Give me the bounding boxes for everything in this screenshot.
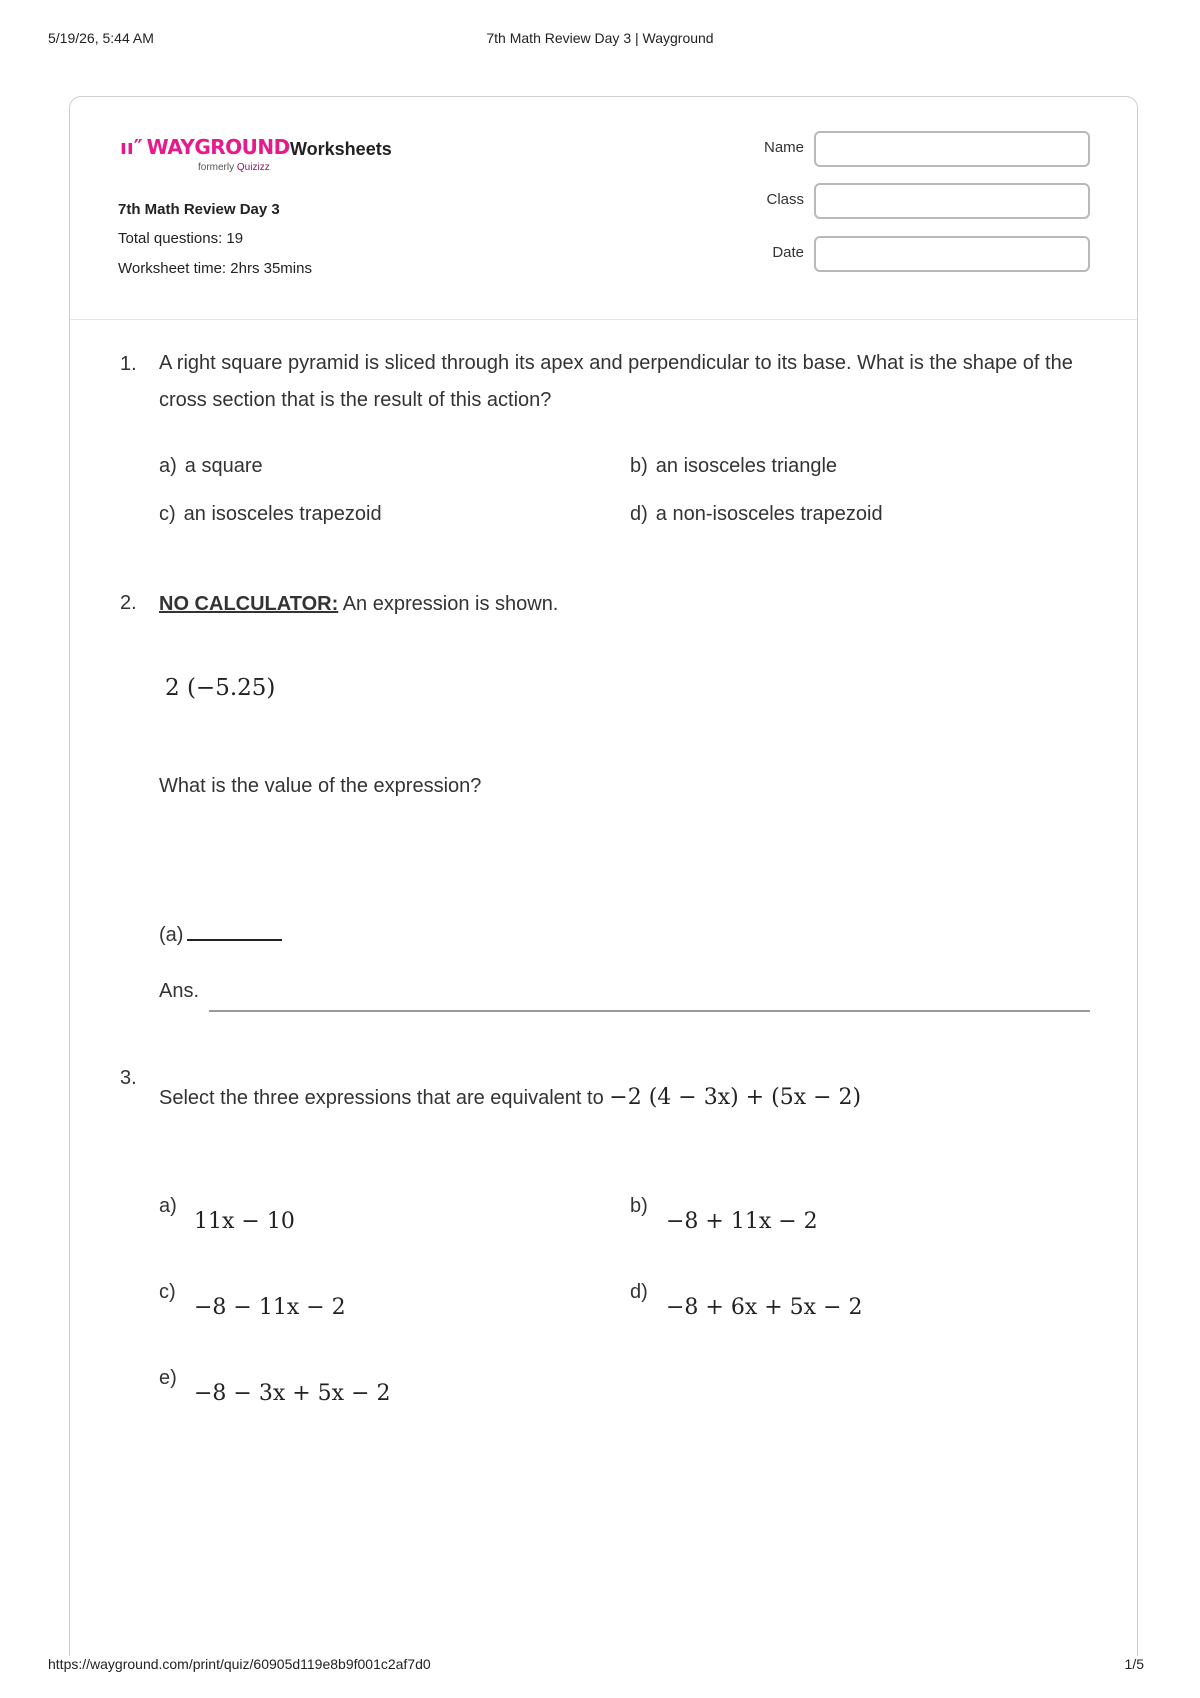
- option-letter: b): [630, 455, 648, 477]
- class-field[interactable]: [814, 183, 1090, 219]
- formerly-quizizz: [198, 162, 270, 173]
- q2-prompt: What is the value of the expression?: [159, 775, 482, 797]
- print-datetime: 5/19/26, 5:44 AM: [48, 30, 154, 46]
- question-3-number: 3.: [120, 1067, 137, 1089]
- no-calculator-label: NO CALCULATOR:: [159, 593, 339, 615]
- class-label: Class: [766, 191, 804, 208]
- question-text: A right square pyramid is sliced through its apex and perpendicular to its base. What is the shape of the cross section that is the result of this action?: [159, 352, 1073, 411]
- answer-line[interactable]: [209, 1010, 1090, 1012]
- q2-blank: [159, 919, 282, 947]
- print-url[interactable]: https://wayground.com/print/quiz/60905d119e8b9f001c2af7d0: [48, 1656, 431, 1672]
- option-text: a non-isosceles trapezoid: [655, 503, 883, 525]
- option-text: an isosceles triangle: [655, 455, 838, 477]
- q3-option-b[interactable]: −8 + 11x − 2: [666, 1209, 818, 1234]
- worksheet-card: [69, 96, 1138, 1656]
- name-field[interactable]: [814, 131, 1090, 167]
- question-text: Select the three expressions that are equivalent to: [159, 1087, 610, 1109]
- page-number: 1/5: [1124, 1656, 1144, 1672]
- question-text-body: An expression is shown.: [338, 593, 559, 615]
- formerly-name: Quizizz: [236, 162, 270, 173]
- brand: [120, 135, 392, 173]
- q3-option-c-letter[interactable]: c): [159, 1281, 176, 1303]
- formerly-label: formerly: [198, 162, 235, 173]
- option-letter: d): [630, 503, 648, 525]
- option-text: an isosceles trapezoid: [183, 503, 382, 525]
- worksheet-header: [70, 97, 1137, 320]
- q1-option-a[interactable]: [159, 455, 263, 478]
- question-text: [159, 592, 1099, 616]
- option-text: a square: [184, 455, 263, 477]
- wayground-logo: [120, 135, 290, 159]
- q3-option-c[interactable]: −8 − 11x − 2: [194, 1295, 346, 1320]
- question-number: 1.: [120, 353, 137, 375]
- q1-option-d[interactable]: [630, 503, 883, 526]
- target-expression: −2 (4 − 3x) + (5x − 2): [609, 1085, 862, 1110]
- ans-label: Ans.: [159, 980, 200, 1002]
- logo-wordmark: WAYGROUND: [146, 135, 290, 159]
- option-letter: a): [159, 455, 177, 477]
- q3-option-a[interactable]: 11x − 10: [194, 1209, 295, 1234]
- q3-option-d[interactable]: −8 + 6x + 5x − 2: [666, 1295, 863, 1320]
- question-3: [159, 1085, 861, 1110]
- blank-label: (a): [159, 924, 184, 946]
- q3-option-b-letter[interactable]: b): [630, 1195, 648, 1217]
- worksheet-time: Worksheet time: 2hrs 35mins: [118, 260, 312, 277]
- q3-option-a-letter[interactable]: a): [159, 1195, 177, 1217]
- date-label: Date: [772, 244, 804, 261]
- question-number: 2.: [120, 592, 137, 614]
- q3-option-d-letter[interactable]: d): [630, 1281, 648, 1303]
- q3-option-e[interactable]: −8 − 3x + 5x − 2: [194, 1381, 391, 1406]
- q1-option-c[interactable]: [159, 503, 382, 526]
- q2-answer: [159, 980, 1090, 1003]
- print-page-title: 7th Math Review Day 3 | Wayground: [486, 30, 714, 46]
- worksheet-title: 7th Math Review Day 3: [118, 201, 280, 218]
- total-questions: Total questions: 19: [118, 230, 244, 247]
- q1-option-b[interactable]: [630, 455, 837, 478]
- option-letter: c): [159, 503, 176, 525]
- q3-option-e-letter[interactable]: e): [159, 1367, 177, 1389]
- section-label: Worksheets: [290, 139, 392, 159]
- name-label: Name: [763, 139, 804, 156]
- date-field[interactable]: [814, 236, 1090, 272]
- logo-bars-icon: ıı″: [120, 135, 143, 159]
- q2-expression: 2 (−5.25): [165, 675, 276, 701]
- blank-line[interactable]: [187, 919, 282, 941]
